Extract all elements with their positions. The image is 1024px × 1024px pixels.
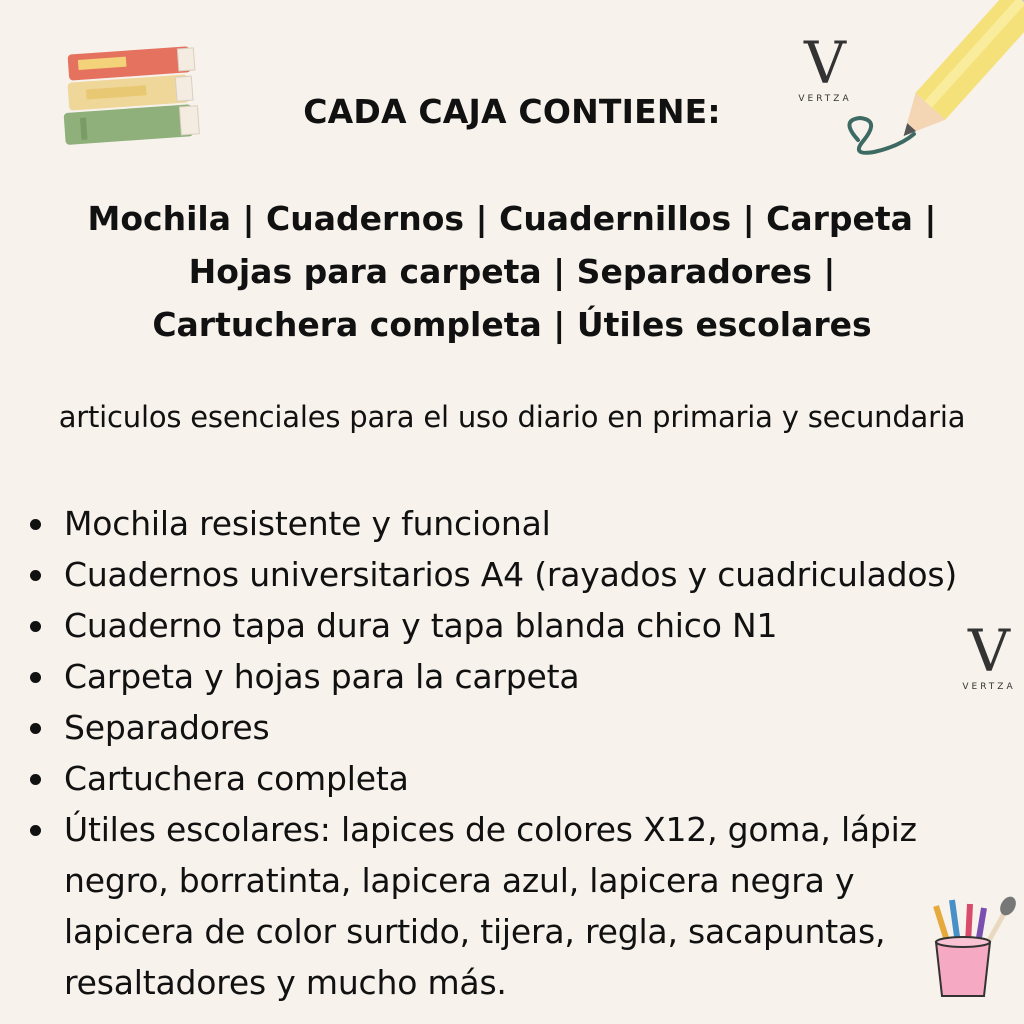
list-item: Carpeta y hojas para la carpeta [24, 651, 1014, 702]
box-contents-summary [40, 192, 984, 351]
pencil-icon [836, 0, 1024, 170]
contents-line: Cartuchera completa | Útiles escolares [152, 305, 872, 344]
logo-wordmark: VERTZA [798, 94, 852, 104]
logo-letter: V [804, 29, 846, 97]
list-item: Mochila resistente y funcional [24, 498, 1014, 549]
list-item: Cuadernos universitarios A4 (rayados y cuadriculados) [24, 549, 1014, 600]
items-list [24, 498, 1014, 1008]
list-item: Útiles escolares: lapices de colores X12, goma, lápiz negro, borratinta, lapicera azul, lapicera negra y lapicera de color surtido, tijera, regla, sacapuntas, resaltadores y mucho más. [24, 804, 936, 1008]
list-item: Cartuchera completa [24, 753, 1014, 804]
pencil-cup-icon [926, 896, 1016, 1000]
intro-text: articulos esenciales para el uso diario en primaria y secundaria [58, 400, 966, 434]
logo-wordmark: VERTZA [962, 682, 1016, 692]
logo-letter: V [968, 617, 1010, 685]
list-item: Separadores [24, 702, 1014, 753]
contents-line: Mochila | Cuadernos | Cuadernillos | Carpeta | [87, 199, 937, 238]
list-item: Cuaderno tapa dura y tapa blanda chico N1 [24, 600, 1014, 651]
brand-logo [954, 617, 1024, 692]
contents-line: Hojas para carpeta | Separadores | [188, 252, 836, 291]
books-icon [56, 28, 216, 153]
page-title: CADA CAJA CONTIENE: [303, 92, 721, 131]
